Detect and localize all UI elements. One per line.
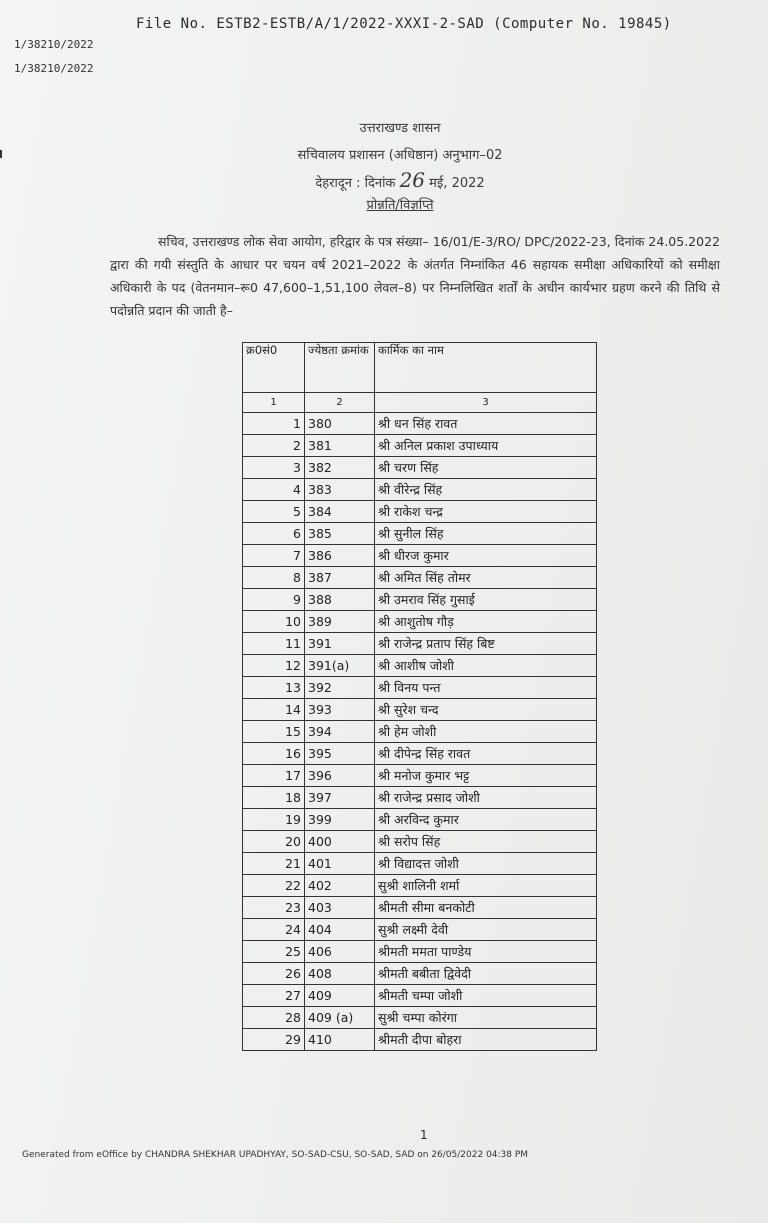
name-cell: श्री राजेन्द्र प्रताप सिंह बिष्ट bbox=[375, 633, 597, 655]
col-header-name: कार्मिक का नाम bbox=[375, 343, 597, 393]
seniority-cell: 391(a) bbox=[305, 655, 375, 677]
table-row bbox=[243, 765, 597, 787]
notice-title: प्रोन्नति/विज्ञप्ति bbox=[366, 198, 434, 213]
table-row bbox=[243, 655, 597, 677]
table-row bbox=[243, 787, 597, 809]
serial-cell: 5 bbox=[243, 501, 305, 523]
name-cell: श्री विनय पन्त bbox=[375, 677, 597, 699]
serial-cell: 22 bbox=[243, 875, 305, 897]
serial-cell: 7 bbox=[243, 545, 305, 567]
serial-cell: 6 bbox=[243, 523, 305, 545]
name-cell: श्रीमती सीमा बनकोटी bbox=[375, 897, 597, 919]
seniority-cell: 383 bbox=[305, 479, 375, 501]
table-row bbox=[243, 545, 597, 567]
table-row bbox=[243, 589, 597, 611]
table-row bbox=[243, 699, 597, 721]
reference-number: 1/38210/2022 bbox=[14, 62, 94, 75]
serial-cell: 8 bbox=[243, 567, 305, 589]
government-name: उत्तराखण्ड शासन bbox=[359, 121, 441, 136]
seniority-cell: 394 bbox=[305, 721, 375, 743]
name-cell: श्री धन सिंह रावत bbox=[375, 413, 597, 435]
serial-cell: 14 bbox=[243, 699, 305, 721]
table-row bbox=[243, 633, 597, 655]
name-cell: सुश्री चम्पा कोरंगा bbox=[375, 1007, 597, 1029]
handwritten-day: 26 bbox=[399, 168, 426, 192]
table-row bbox=[243, 677, 597, 699]
table-body bbox=[243, 413, 597, 1051]
serial-cell: 21 bbox=[243, 853, 305, 875]
generated-footer: Generated from eOffice by CHANDRA SHEKHAR UPADHYAY, SO-SAD-CSU, SO-SAD, SAD on 26/05/2022 04:38 PM bbox=[22, 1150, 529, 1160]
table-row bbox=[243, 831, 597, 853]
serial-cell: 10 bbox=[243, 611, 305, 633]
serial-cell: 11 bbox=[243, 633, 305, 655]
page-number: 1 bbox=[420, 1128, 428, 1142]
file-number: File No. ESTB2-ESTB/A/1/2022-XXXI-2-SAD (Computer No. 19845) bbox=[136, 16, 672, 32]
seniority-cell: 410 bbox=[305, 1029, 375, 1051]
table-row bbox=[243, 435, 597, 457]
serial-cell: 25 bbox=[243, 941, 305, 963]
serial-cell: 17 bbox=[243, 765, 305, 787]
name-cell: श्री हेम जोशी bbox=[375, 721, 597, 743]
table-row bbox=[243, 897, 597, 919]
name-cell: श्री मनोज कुमार भट्ट bbox=[375, 765, 597, 787]
seniority-cell: 408 bbox=[305, 963, 375, 985]
seniority-cell: 404 bbox=[305, 919, 375, 941]
table-row bbox=[243, 479, 597, 501]
name-cell: श्री चरण सिंह bbox=[375, 457, 597, 479]
name-cell: श्री विद्यादत्त जोशी bbox=[375, 853, 597, 875]
margin-mark bbox=[0, 150, 2, 158]
serial-cell: 28 bbox=[243, 1007, 305, 1029]
table-row bbox=[243, 501, 597, 523]
serial-cell: 3 bbox=[243, 457, 305, 479]
table-index-row bbox=[243, 393, 597, 413]
promotion-table bbox=[242, 342, 597, 1051]
name-cell: श्री राजेन्द्र प्रसाद जोशी bbox=[375, 787, 597, 809]
seniority-cell: 386 bbox=[305, 545, 375, 567]
seniority-cell: 382 bbox=[305, 457, 375, 479]
name-cell: श्री आशुतोष गौड़ bbox=[375, 611, 597, 633]
notice-paragraph: सचिव, उत्तराखण्ड लोक सेवा आयोग, हरिद्वार के पत्र संख्या– 16/01/E-3/RO/ DPC/2022-23, दिनांक 24.05.2022 द्वारा की गयी संस्तुति के आधार पर चयन वर्ष 2021–2022 के अंतर्गत निम्नांकित 46 सहायक समीक्षा अधिकारियों को समीक्षा अधिकारी के पद (वेतनमान–रू0 47,600–1,51,100 लेवल–8) पर निम्नलिखित शर्तों के अधीन कार्यभार ग्रहण करने की तिथि से पदोन्नति प्रदान की जाती है– bbox=[110, 234, 720, 318]
seniority-cell: 401 bbox=[305, 853, 375, 875]
serial-cell: 23 bbox=[243, 897, 305, 919]
table-row bbox=[243, 985, 597, 1007]
table-row bbox=[243, 457, 597, 479]
table-row bbox=[243, 853, 597, 875]
seniority-cell: 409 bbox=[305, 985, 375, 1007]
name-cell: श्री अनिल प्रकाश उपाध्याय bbox=[375, 435, 597, 457]
serial-cell: 12 bbox=[243, 655, 305, 677]
serial-cell: 1 bbox=[243, 413, 305, 435]
seniority-cell: 384 bbox=[305, 501, 375, 523]
place-date bbox=[250, 168, 550, 192]
seniority-cell: 393 bbox=[305, 699, 375, 721]
serial-cell: 20 bbox=[243, 831, 305, 853]
name-cell: श्रीमती दीपा बोहरा bbox=[375, 1029, 597, 1051]
seniority-cell: 385 bbox=[305, 523, 375, 545]
serial-cell: 2 bbox=[243, 435, 305, 457]
seniority-cell: 397 bbox=[305, 787, 375, 809]
table-row bbox=[243, 875, 597, 897]
col-header-serial: क्र0सं0 bbox=[243, 343, 305, 393]
name-cell: श्री अरविन्द कुमार bbox=[375, 809, 597, 831]
name-cell: श्री सुनील सिंह bbox=[375, 523, 597, 545]
name-cell: श्री दीपेन्द्र सिंह रावत bbox=[375, 743, 597, 765]
month-year: मई, 2022 bbox=[429, 176, 485, 191]
name-cell: श्री अमित सिंह तोमर bbox=[375, 567, 597, 589]
seniority-cell: 409 (a) bbox=[305, 1007, 375, 1029]
table-row bbox=[243, 919, 597, 941]
department-name: सचिवालय प्रशासन (अधिष्ठान) अनुभाग–02 bbox=[297, 148, 503, 163]
name-cell: श्री आशीष जोशी bbox=[375, 655, 597, 677]
seniority-cell: 400 bbox=[305, 831, 375, 853]
seniority-cell: 402 bbox=[305, 875, 375, 897]
serial-cell: 13 bbox=[243, 677, 305, 699]
serial-cell: 19 bbox=[243, 809, 305, 831]
name-cell: श्री सुरेश चन्द bbox=[375, 699, 597, 721]
place-date-prefix: देहरादून : दिनांक bbox=[315, 176, 396, 191]
serial-cell: 9 bbox=[243, 589, 305, 611]
table-row bbox=[243, 941, 597, 963]
seniority-cell: 387 bbox=[305, 567, 375, 589]
name-cell: सुश्री शालिनी शर्मा bbox=[375, 875, 597, 897]
table-row bbox=[243, 1007, 597, 1029]
name-cell: श्री राकेश चन्द्र bbox=[375, 501, 597, 523]
seniority-cell: 389 bbox=[305, 611, 375, 633]
seniority-cell: 381 bbox=[305, 435, 375, 457]
table-row bbox=[243, 721, 597, 743]
seniority-cell: 391 bbox=[305, 633, 375, 655]
seniority-cell: 380 bbox=[305, 413, 375, 435]
table-row bbox=[243, 963, 597, 985]
seniority-cell: 399 bbox=[305, 809, 375, 831]
index-cell: 3 bbox=[375, 393, 597, 413]
serial-cell: 16 bbox=[243, 743, 305, 765]
serial-cell: 26 bbox=[243, 963, 305, 985]
serial-cell: 27 bbox=[243, 985, 305, 1007]
seniority-cell: 395 bbox=[305, 743, 375, 765]
table-row bbox=[243, 809, 597, 831]
name-cell: श्रीमती ममता पाण्डेय bbox=[375, 941, 597, 963]
table-row bbox=[243, 523, 597, 545]
serial-cell: 18 bbox=[243, 787, 305, 809]
name-cell: श्री सरोप सिंह bbox=[375, 831, 597, 853]
index-cell: 1 bbox=[243, 393, 305, 413]
table-row bbox=[243, 413, 597, 435]
col-header-seniority: ज्येष्ठता क्रमांक bbox=[305, 343, 375, 393]
seniority-cell: 406 bbox=[305, 941, 375, 963]
table-row bbox=[243, 743, 597, 765]
table-row bbox=[243, 1029, 597, 1051]
serial-cell: 15 bbox=[243, 721, 305, 743]
index-cell: 2 bbox=[305, 393, 375, 413]
table-row bbox=[243, 611, 597, 633]
name-cell: श्रीमती चम्पा जोशी bbox=[375, 985, 597, 1007]
name-cell: श्रीमती बबीता द्विवेदी bbox=[375, 963, 597, 985]
serial-cell: 29 bbox=[243, 1029, 305, 1051]
serial-cell: 4 bbox=[243, 479, 305, 501]
table-header-row bbox=[243, 343, 597, 393]
name-cell: श्री धीरज कुमार bbox=[375, 545, 597, 567]
seniority-cell: 403 bbox=[305, 897, 375, 919]
table-row bbox=[243, 567, 597, 589]
name-cell: सुश्री लक्ष्मी देवी bbox=[375, 919, 597, 941]
seniority-cell: 388 bbox=[305, 589, 375, 611]
seniority-cell: 396 bbox=[305, 765, 375, 787]
seniority-cell: 392 bbox=[305, 677, 375, 699]
name-cell: श्री वीरेन्द्र सिंह bbox=[375, 479, 597, 501]
reference-number: 1/38210/2022 bbox=[14, 38, 94, 51]
name-cell: श्री उमराव सिंह गुसाई bbox=[375, 589, 597, 611]
serial-cell: 24 bbox=[243, 919, 305, 941]
